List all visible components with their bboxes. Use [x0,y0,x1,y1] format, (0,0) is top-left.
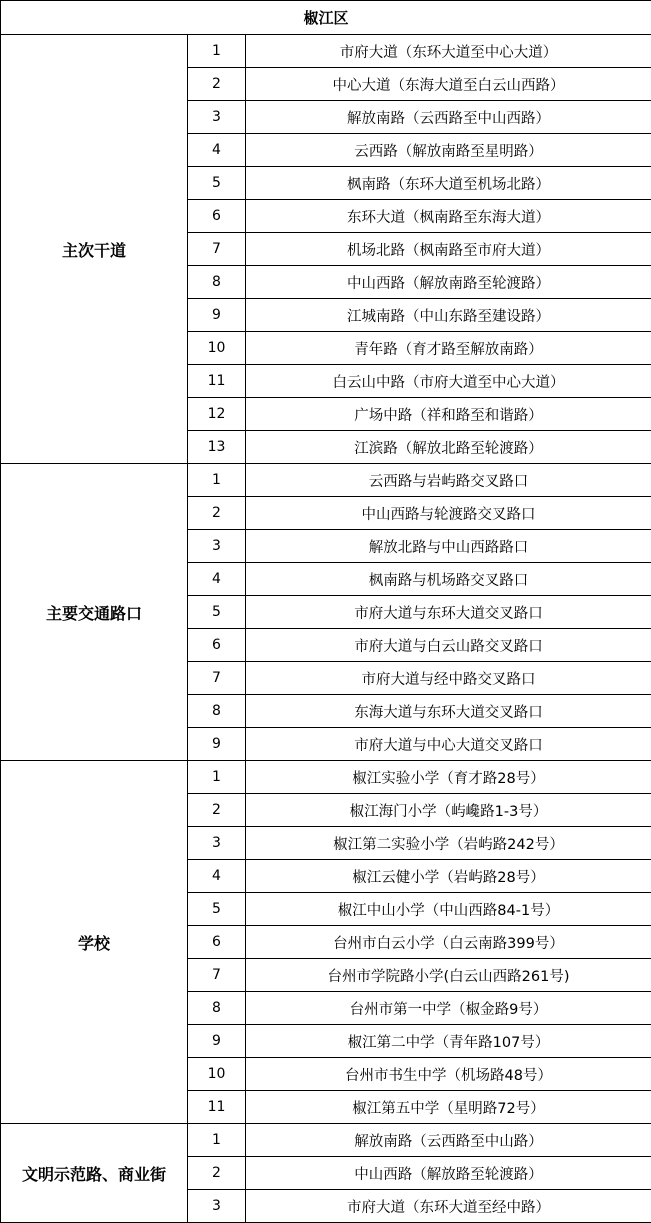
category-cell: 主要交通路口 [1,464,188,761]
row-number: 2 [188,794,246,827]
location-cell: 解放南路（云西路至中山路） [246,1124,651,1157]
location-cell: 东海大道与东环大道交叉路口 [246,695,651,728]
row-number: 11 [188,365,246,398]
row-number: 2 [188,68,246,101]
row-number: 12 [188,398,246,431]
row-number: 7 [188,233,246,266]
row-number: 11 [188,1091,246,1124]
table-row [1,761,651,794]
location-cell: 解放北路与中山西路路口 [246,530,651,563]
row-number: 10 [188,1058,246,1091]
location-cell: 枫南路与机场路交叉路口 [246,563,651,596]
location-cell: 白云山中路（市府大道至中心大道） [246,365,651,398]
location-cell: 枫南路（东环大道至机场北路） [246,167,651,200]
row-number: 4 [188,860,246,893]
location-cell: 台州市白云小学（白云南路399号） [246,926,651,959]
location-cell: 中山西路（解放路至轮渡路） [246,1157,651,1190]
location-cell: 解放南路（云西路至中山西路） [246,101,651,134]
row-number: 3 [188,101,246,134]
location-cell: 广场中路（祥和路至和谐路） [246,398,651,431]
location-cell: 青年路（育才路至解放南路） [246,332,651,365]
table-row [1,464,651,497]
row-number: 8 [188,992,246,1025]
location-cell: 市府大道与经中路交叉路口 [246,662,651,695]
table-row [1,1124,651,1157]
category-cell: 主次干道 [1,35,188,464]
category-cell: 学校 [1,761,188,1124]
row-number: 2 [188,497,246,530]
row-number: 13 [188,431,246,464]
row-number: 3 [188,1190,246,1223]
location-cell: 椒江第二实验小学（岩屿路242号） [246,827,651,860]
row-number: 5 [188,596,246,629]
row-number: 5 [188,893,246,926]
row-number: 5 [188,167,246,200]
row-number: 3 [188,530,246,563]
location-cell: 市府大道（东环大道至中心大道） [246,35,651,68]
location-cell: 椒江海门小学（屿巉路1-3号） [246,794,651,827]
location-cell: 台州市学院路小学(白云山西路261号) [246,959,651,992]
location-cell: 椒江云健小学（岩屿路28号） [246,860,651,893]
location-cell: 椒江第五中学（星明路72号） [246,1091,651,1124]
location-cell: 椒江实验小学（育才路28号） [246,761,651,794]
location-cell: 云西路（解放南路至星明路） [246,134,651,167]
location-cell: 江滨路（解放北路至轮渡路） [246,431,651,464]
row-number: 6 [188,200,246,233]
location-cell: 椒江中山小学（中山西路84-1号） [246,893,651,926]
row-number: 1 [188,1124,246,1157]
location-cell: 云西路与岩屿路交叉路口 [246,464,651,497]
location-cell: 市府大道与东环大道交叉路口 [246,596,651,629]
row-number: 1 [188,464,246,497]
table-title: 椒江区 [1,1,651,35]
table-body [1,1,651,1223]
location-cell: 台州市书生中学（机场路48号） [246,1058,651,1091]
row-number: 2 [188,1157,246,1190]
location-cell: 市府大道与白云山路交叉路口 [246,629,651,662]
row-number: 1 [188,35,246,68]
table-row [1,35,651,68]
row-number: 1 [188,761,246,794]
row-number: 3 [188,827,246,860]
location-cell: 中山西路与轮渡路交叉路口 [246,497,651,530]
row-number: 4 [188,134,246,167]
title-row [1,1,651,35]
location-cell: 机场北路（枫南路至市府大道） [246,233,651,266]
row-number: 9 [188,728,246,761]
location-cell: 台州市第一中学（椒金路9号） [246,992,651,1025]
row-number: 7 [188,662,246,695]
row-number: 9 [188,299,246,332]
location-cell: 中山西路（解放南路至轮渡路） [246,266,651,299]
row-number: 9 [188,1025,246,1058]
row-number: 6 [188,926,246,959]
category-cell: 文明示范路、商业街 [1,1124,188,1223]
row-number: 10 [188,332,246,365]
row-number: 4 [188,563,246,596]
row-number: 7 [188,959,246,992]
location-cell: 椒江第二中学（青年路107号） [246,1025,651,1058]
row-number: 8 [188,266,246,299]
row-number: 8 [188,695,246,728]
location-cell: 市府大道（东环大道至经中路） [246,1190,651,1223]
location-cell: 东环大道（枫南路至东海大道） [246,200,651,233]
location-cell: 中心大道（东海大道至白云山西路） [246,68,651,101]
row-number: 6 [188,629,246,662]
location-cell: 江城南路（中山东路至建设路） [246,299,651,332]
location-cell: 市府大道与中心大道交叉路口 [246,728,651,761]
